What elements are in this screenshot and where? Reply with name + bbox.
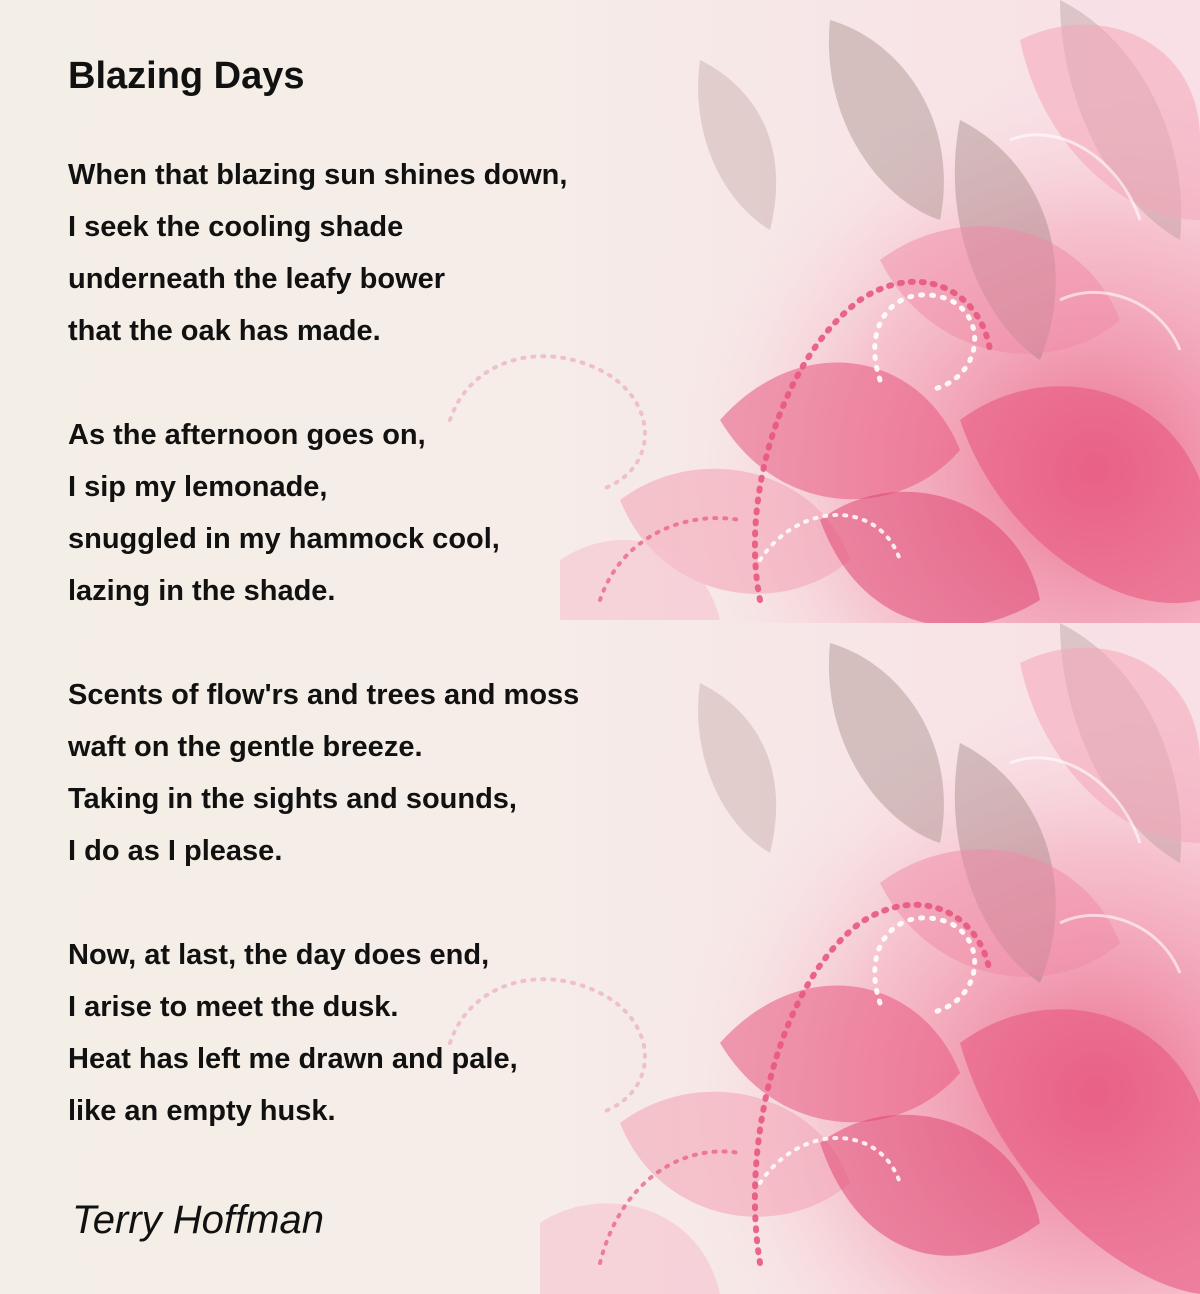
poem-author: Terry Hoffman	[72, 1198, 324, 1242]
poem-line: that the oak has made.	[68, 315, 381, 347]
poem-line: lazing in the shade.	[68, 575, 336, 607]
stanza-2	[68, 409, 500, 617]
stanza-4	[68, 929, 518, 1137]
poem-line: Now, at last, the day does end,	[68, 939, 490, 971]
poem-line: When that blazing sun shines down,	[68, 159, 568, 191]
poem-line: underneath the leafy bower	[68, 263, 446, 295]
poem-line: I arise to meet the dusk.	[68, 991, 399, 1023]
stanza-1	[68, 149, 567, 357]
poem-line: snuggled in my hammock cool,	[68, 523, 500, 555]
poem-line: like an empty husk.	[68, 1095, 336, 1127]
poem-line: As the afternoon goes on,	[68, 419, 426, 451]
poem-line: I seek the cooling shade	[68, 211, 404, 243]
poem-line: Taking in the sights and sounds,	[68, 783, 517, 815]
poem-line: Scents of flow'rs and trees and moss	[68, 679, 580, 711]
poem-line: Heat has left me drawn and pale,	[68, 1043, 518, 1075]
poem-line: I sip my lemonade,	[68, 471, 328, 503]
poem-line: I do as I please.	[68, 835, 283, 867]
stanza-3	[68, 669, 579, 877]
poem-line: waft on the gentle breeze.	[68, 731, 423, 763]
poem-title: Blazing Days	[68, 55, 305, 97]
